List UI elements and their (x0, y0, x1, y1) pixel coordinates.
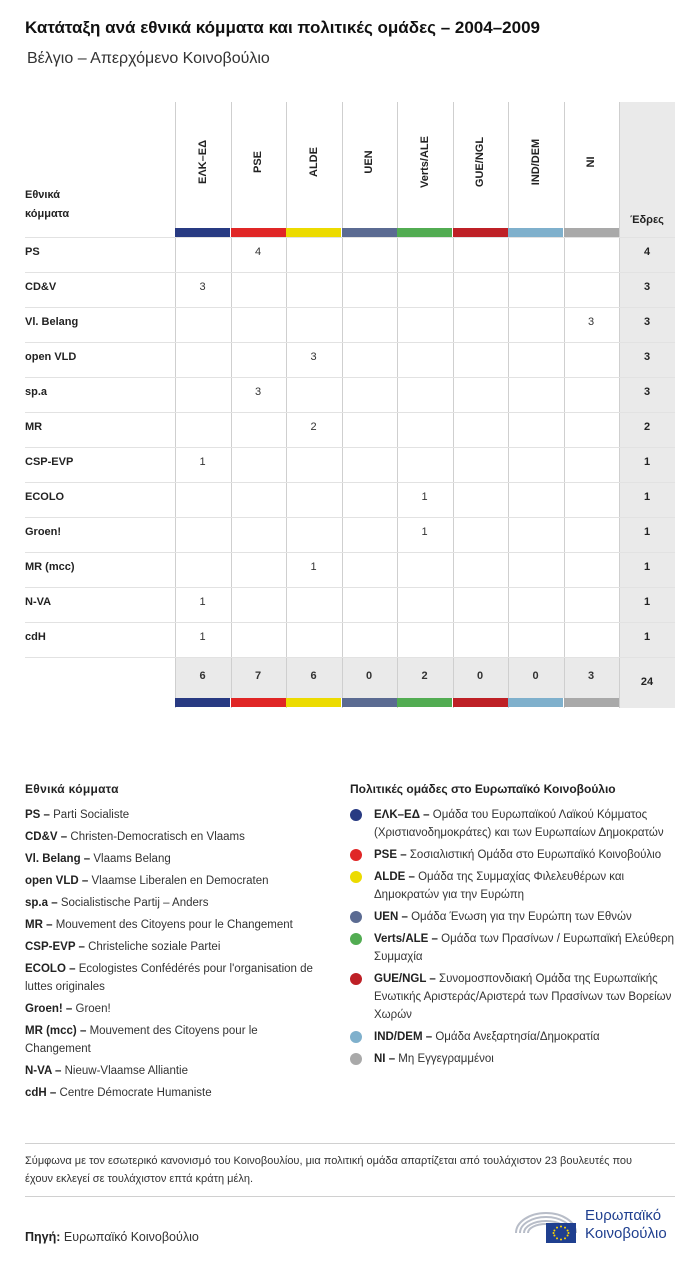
party-seat-total: 4 (643, 246, 651, 258)
divider (25, 1196, 675, 1197)
group-color-bar (231, 228, 286, 237)
party-name: MR (mcc) (25, 561, 75, 573)
party-seat-total: 1 (643, 561, 651, 573)
group-color-bar-bottom (231, 698, 286, 707)
source-value: Ευρωπαϊκό Κοινοβούλιο (63, 1230, 199, 1244)
legend-name: Ομάδα Ανεξαρτησία/Δημοκρατία (435, 1031, 600, 1043)
legend-abbr: Verts/ALE – (374, 933, 438, 945)
group-total: 2 (421, 670, 428, 682)
political-group-legend-item (350, 846, 675, 864)
group-color-dot (350, 1053, 362, 1065)
group-header-label: Verts/ALE (418, 136, 431, 188)
group-total: 0 (365, 670, 373, 682)
group-total: 7 (254, 670, 262, 682)
legend-name: Ομάδα του Ευρωπαϊκού Λαϊκού Κόμματος (Χριστιανοδημοκράτες) και των Ευρωπαίων Δημοκρατών (374, 809, 664, 839)
legend-abbr: IND/DEM – (374, 1031, 433, 1043)
group-header-label: ALDE (307, 147, 320, 177)
party-seat-total: 1 (643, 491, 651, 503)
political-group-legend-item (350, 970, 675, 1024)
grand-total: 24 (640, 676, 654, 688)
legend-abbr: PS – (25, 809, 50, 821)
party-seat-total: 3 (643, 351, 651, 363)
source-label: Πηγή: (25, 1230, 61, 1244)
national-party-legend-item (25, 960, 315, 996)
political-group-legend-item (350, 930, 675, 966)
national-parties-legend (25, 806, 315, 1106)
group-header-label: IND/DEM (529, 138, 542, 186)
legend-name: Ομάδα των Πρασίνων / Ευρωπαϊκή Ελεύθερη Συμμαχία (374, 933, 675, 963)
seats-column-header: Έδρες (630, 214, 664, 226)
seats-column-background (619, 102, 675, 708)
legend-name: Nieuw-Vlaamse Alliantie (64, 1065, 188, 1077)
national-party-legend-item (25, 1000, 315, 1018)
group-color-bar-bottom (342, 698, 397, 707)
group-color-bar (342, 228, 397, 237)
national-party-legend-item (25, 1022, 315, 1058)
group-color-bar-bottom (564, 698, 619, 707)
row-divider (25, 482, 675, 483)
party-seat-total: 1 (643, 631, 651, 643)
seat-count: 3 (587, 316, 595, 328)
group-total: 0 (476, 670, 484, 682)
row-divider (25, 587, 675, 588)
party-name: open VLD (25, 351, 77, 363)
group-header (231, 102, 286, 228)
legend-abbr: NI – (374, 1053, 396, 1065)
group-color-bar (564, 228, 619, 237)
page-subtitle: Βέλγιο – Απερχόμενο Κοινοβούλιο (27, 50, 270, 67)
group-color-dot (350, 1031, 362, 1043)
party-name: ECOLO (25, 491, 65, 503)
legend-name: Vlaamse Liberalen en Democraten (91, 875, 269, 887)
legend-abbr: ΕΛΚ–ΕΔ – (374, 809, 430, 821)
party-seat-total: 3 (643, 281, 651, 293)
group-header (175, 102, 230, 228)
political-group-legend-item (350, 806, 675, 842)
political-groups-legend-title: Πολιτικές ομάδες στο Ευρωπαϊκό Κοινοβούλιο (350, 782, 616, 796)
party-seat-total: 2 (643, 421, 651, 433)
party-column-header (25, 186, 105, 224)
group-color-bar (286, 228, 341, 237)
legend-name: Parti Socialiste (53, 809, 130, 821)
seat-count: 1 (199, 596, 206, 608)
legend-abbr: ALDE – (374, 871, 415, 883)
header-divider (25, 237, 675, 238)
legend-abbr: MR – (25, 919, 53, 931)
parliament-emblem-icon (512, 1203, 580, 1247)
group-header-label: PSE (252, 150, 264, 174)
national-party-legend-item (25, 806, 315, 824)
legend-abbr: N-VA – (25, 1065, 62, 1077)
national-party-legend-item (25, 850, 315, 868)
legend-name: Groen! (75, 1003, 111, 1015)
group-color-bar-bottom (175, 698, 230, 707)
seat-count: 2 (310, 421, 317, 433)
group-total: 6 (310, 670, 317, 682)
group-color-bar (175, 228, 230, 237)
group-color-dot (350, 871, 362, 883)
group-color-dot (350, 911, 362, 923)
seat-count: 1 (310, 561, 317, 573)
row-divider (25, 307, 675, 308)
legend-name: Ομάδα Ένωση για την Ευρώπη των Εθνών (411, 911, 632, 923)
national-parties-legend-title: Εθνικά κόμματα (25, 782, 119, 796)
logo-line2: Κοινοβούλιο (585, 1225, 667, 1242)
political-groups-legend (350, 806, 675, 1072)
legend-name: Ecologistes Confédérés pour l'organisation de luttes originales (25, 963, 313, 993)
legend-abbr: CD&V – (25, 831, 68, 843)
row-divider (25, 412, 675, 413)
seat-count: 1 (199, 456, 206, 468)
national-party-legend-item (25, 1062, 315, 1080)
political-group-legend-item (350, 1028, 675, 1046)
party-name: Vl. Belang (25, 316, 79, 328)
group-color-bar-bottom (397, 698, 452, 707)
seat-count: 3 (199, 281, 206, 293)
group-total: 6 (199, 670, 206, 682)
group-header (508, 102, 563, 228)
party-seat-total: 1 (643, 526, 651, 538)
row-divider (25, 552, 675, 553)
legend-name: Christeliche soziale Partei (88, 941, 221, 953)
legend-name: Christen-Democratisch en Vlaams (70, 831, 245, 843)
legend-abbr: Vl. Belang – (25, 853, 91, 865)
seat-count: 1 (421, 526, 428, 538)
group-color-bar (397, 228, 452, 237)
row-divider (25, 517, 675, 518)
legend-abbr: GUE/NGL – (374, 973, 436, 985)
legend-name: Socialistische Partij – Anders (60, 897, 209, 909)
group-header (564, 102, 619, 228)
group-color-dot (350, 933, 362, 945)
national-party-legend-item (25, 938, 315, 956)
party-name: CSP-EVP (25, 456, 74, 468)
party-name: cdH (25, 631, 46, 643)
party-seat-total: 1 (643, 456, 651, 468)
legend-name: Ομάδα της Συμμαχίας Φιλελευθέρων και Δημοκρατών για την Ευρώπη (374, 871, 625, 901)
legend-name: Vlaams Belang (93, 853, 171, 865)
seat-count: 1 (421, 491, 428, 503)
group-header (453, 102, 508, 228)
group-color-bar (453, 228, 508, 237)
legend-name: Mouvement des Citoyens pour le Changement (55, 919, 293, 931)
legend-abbr: MR (mcc) – (25, 1025, 87, 1037)
logo-line1: Ευρωπαϊκό (585, 1207, 662, 1224)
group-header-label: ΕΛΚ–ΕΔ (196, 140, 209, 184)
row-divider (25, 272, 675, 273)
group-color-bar (508, 228, 563, 237)
party-name: PS (25, 246, 40, 258)
political-group-legend-item (350, 908, 675, 926)
group-total: 0 (532, 670, 539, 682)
seat-count: 3 (310, 351, 317, 363)
party-seat-total: 3 (643, 316, 651, 328)
legend-name: Mouvement des Citoyens pour le Changement (25, 1025, 258, 1055)
national-party-legend-item (25, 894, 315, 912)
party-name: Groen! (25, 526, 62, 538)
row-divider (25, 622, 675, 623)
row-divider (25, 657, 675, 658)
group-total: 3 (587, 670, 595, 682)
legend-abbr: ECOLO – (25, 963, 76, 975)
group-header (397, 102, 452, 228)
political-group-legend-item (350, 868, 675, 904)
group-color-dot (350, 809, 362, 821)
seat-count: 1 (199, 631, 206, 643)
political-group-legend-item (350, 1050, 675, 1068)
logo-text (585, 1207, 667, 1243)
legend-abbr: CSP-EVP – (25, 941, 85, 953)
national-party-legend-item (25, 872, 315, 890)
party-name: sp.a (25, 386, 48, 398)
row-divider (25, 447, 675, 448)
party-name: CD&V (25, 281, 57, 293)
seat-count: 4 (254, 246, 262, 258)
divider (25, 1143, 675, 1144)
party-seat-total: 3 (643, 386, 651, 398)
group-color-dot (350, 973, 362, 985)
group-header-label: GUE/NGL (474, 136, 486, 188)
european-parliament-logo (512, 1203, 682, 1247)
party-name: N-VA (25, 596, 52, 608)
legend-abbr: sp.a – (25, 897, 58, 909)
row-divider (25, 377, 675, 378)
source-line (25, 1230, 199, 1244)
page-title: Κατάταξη ανά εθνικά κόμματα και πολιτικές ομάδες – 2004–2009 (25, 18, 540, 37)
group-header (342, 102, 397, 228)
footnote: Σύμφωνα με τον εσωτερικό κανονισμό του Κοινοβουλίου, μια πολιτική ομάδα απαρτίζεται από τουλάχιστον 23 βουλευτές που έχουν εκλεγεί σε τουλάχιστον επτά κράτη μέλη. (25, 1155, 633, 1185)
row-divider (25, 342, 675, 343)
legend-name: Σοσιαλιστική Ομάδα στο Ευρωπαϊκό Κοινοβούλιο (409, 849, 662, 861)
legend-abbr: cdH – (25, 1087, 57, 1099)
party-header-line2: κόμματα (25, 208, 70, 220)
party-header-line1: Εθνικά (25, 189, 60, 201)
seat-count: 3 (254, 386, 262, 398)
national-party-legend-item (25, 1084, 315, 1102)
column-divider (619, 102, 620, 708)
group-header-label: NI (585, 156, 597, 168)
group-header-label: UEN (363, 150, 375, 174)
legend-name: Centre Démocrate Humaniste (59, 1087, 212, 1099)
legend-abbr: Groen! – (25, 1003, 73, 1015)
party-name: MR (25, 421, 43, 433)
legend-abbr: PSE – (374, 849, 407, 861)
national-party-legend-item (25, 828, 315, 846)
legend-abbr: UEN – (374, 911, 408, 923)
national-party-legend-item (25, 916, 315, 934)
group-color-dot (350, 849, 362, 861)
group-color-bar-bottom (453, 698, 508, 707)
group-color-bar-bottom (286, 698, 341, 707)
legend-name: Μη Εγγεγραμμένοι (398, 1053, 494, 1065)
legend-abbr: open VLD – (25, 875, 89, 887)
legend-name: Συνομοσπονδιακή Ομάδα της Ευρωπαϊκής Ενωτικής Αριστεράς/Αριστερά των Πρασίνων των Βορείων Χωρών (374, 973, 672, 1021)
group-color-bar-bottom (508, 698, 563, 707)
party-seat-total: 1 (643, 596, 651, 608)
group-header (286, 102, 341, 228)
